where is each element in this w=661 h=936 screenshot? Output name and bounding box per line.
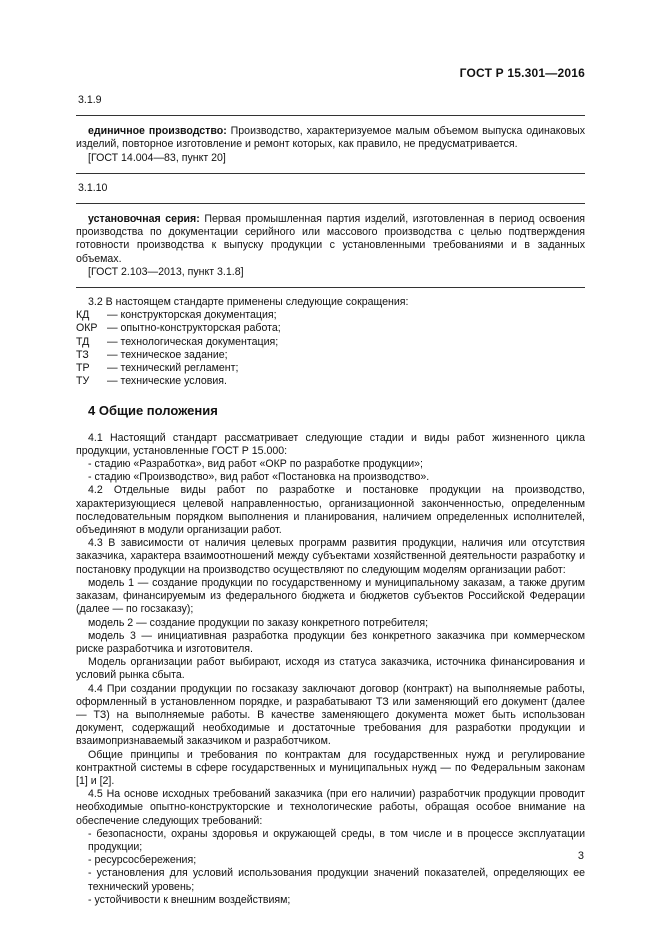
paragraph: 4.4 При создании продукции по госзаказу заключают договор (контракт) на выполняемые работы, оформленный в установленном порядке, и разрабатывают ТЗ или заменяющий его документ (далее — ТЗ) на выполняемые работы. В качестве заменяющего документа может быть использован документ, содержащий необходимые и достаточные требования для разработки продукции и взаимопризнаваемый заказчиком и разработчиком. xyxy=(76,682,585,748)
paragraph: модель 2 — создание продукции по заказу конкретного потребителя; xyxy=(88,616,429,629)
definition-reference: [ГОСТ 14.004—83, пункт 20] xyxy=(88,151,226,164)
abbreviation-code: ТД xyxy=(76,335,90,348)
list-item: - устойчивости к внешним воздействиям; xyxy=(88,893,291,906)
definition-number: 3.1.10 xyxy=(78,181,108,194)
abbreviation-code: ОКР xyxy=(76,322,98,335)
list-item xyxy=(76,336,585,349)
page-body xyxy=(76,94,585,907)
paragraph: модель 3 — инициативная разработка продукции без конкретного заказчика при коммерческом риске разработчика и изготовителя. xyxy=(76,629,585,655)
list-item xyxy=(76,349,585,362)
definition-term: установочная серия: xyxy=(88,213,200,226)
list-item: - безопасности, охраны здоровья и окружающей среды, в том числе и в процессе эксплуатации продукции; xyxy=(88,827,585,853)
definition-box xyxy=(76,203,585,288)
abbreviation-code: ТУ xyxy=(76,375,90,388)
abbreviation-text: — техническое задание; xyxy=(107,348,228,361)
list-item xyxy=(76,362,585,375)
paragraph: 4.5 На основе исходных требований заказчика (при его наличии) разработчик продукции проводит необходимые опытно-конструкторские и технологические работы, обращая особое внимание на обеспечение следующих требований: xyxy=(76,788,585,827)
abbreviation-text: — технические условия. xyxy=(107,375,227,388)
section-heading: 4 Общие положения xyxy=(88,403,218,419)
definition-text: Первая промышленная партия изделий, изготовленная в период освоения производства по документации серийного или массового производства с целью подтверждения готовности производства к выпуску продукции с установленными требованиями и в заданных объемах. xyxy=(76,213,585,265)
list-item: - стадию «Производство», вид работ «Постановка на производство». xyxy=(88,471,430,484)
list-item: - стадию «Разработка», вид работ «ОКР по разработке продукции»; xyxy=(88,458,423,471)
definition-number: 3.1.9 xyxy=(78,94,102,106)
document-header: ГОСТ Р 15.301—2016 xyxy=(459,66,585,80)
definition-reference: [ГОСТ 2.103—2013, пункт 3.1.8] xyxy=(88,265,244,278)
definition-term: единичное производство: xyxy=(88,125,227,138)
abbreviation-code: КД xyxy=(76,309,90,322)
abbreviation-code: ТР xyxy=(76,362,90,375)
section-body xyxy=(76,432,585,907)
abbreviation-text: — конструкторская документация; xyxy=(107,309,277,322)
paragraph: 4.1 Настоящий стандарт рассматривает следующие стадии и виды работ жизненного цикла продукции, установленные ГОСТ Р 15.000: xyxy=(76,431,585,457)
list-item: - установления для условий использования продукции значений показателей, определяющих ее технический уровень; xyxy=(88,867,585,893)
paragraph: модель 1 — создание продукции по государственному и муниципальному заказам, а также другим заказам, финансируемым из федерального бюджета и бюджетов субъектов Российской Федерации (далее — по госзаказу); xyxy=(76,576,585,616)
definition-text: Производство, характеризуемое малым объемом выпуска одинаковых изделий, повторное изготовление и ремонт которых, как правило, не предусматривается. xyxy=(76,125,585,151)
abbreviation-text: — опытно-конструкторская работа; xyxy=(107,322,281,335)
paragraph: Модель организации работ выбирают, исходя из статуса заказчика, источника финансирования и условий рынка сбыта. xyxy=(76,656,585,682)
list-item: - ресурсосбережения; xyxy=(88,854,197,867)
list-item xyxy=(76,375,585,388)
paragraph: 4.2 Отдельные виды работ по разработке и постановке продукции на производство, характеризующиеся целевой направленностью, организационной законченностью, определенным последовательным порядком выполнения и планирования, наличием определенных исполнителей, объединяют в модули организации работ. xyxy=(76,484,585,537)
abbreviation-code: ТЗ xyxy=(76,348,89,361)
paragraph: Общие принципы и требования по контрактам для государственных нужд и регулирование контрактной системы в сфере государственных и муниципальных нужд — по Федеральным законам [1] и [2]. xyxy=(76,748,585,787)
paragraph: 4.3 В зависимости от наличия целевых программ развития продукции, наличия или отсутствия заказчика, характера взаимоотношений между субъектами хозяйственной деятельности разработку и постановку продукции на производство осуществляют по следующим моделям организации работ: xyxy=(76,537,585,576)
abbreviation-text: — технический регламент; xyxy=(107,362,239,375)
list-item xyxy=(76,322,585,335)
definition-box xyxy=(76,115,585,174)
list-item xyxy=(76,309,585,322)
abbreviations-list xyxy=(76,309,585,388)
abbreviations-intro: 3.2 В настоящем стандарте применены следующие сокращения: xyxy=(88,296,409,309)
page-number: 3 xyxy=(577,850,584,862)
abbreviation-text: — технологическая документация; xyxy=(107,335,279,348)
